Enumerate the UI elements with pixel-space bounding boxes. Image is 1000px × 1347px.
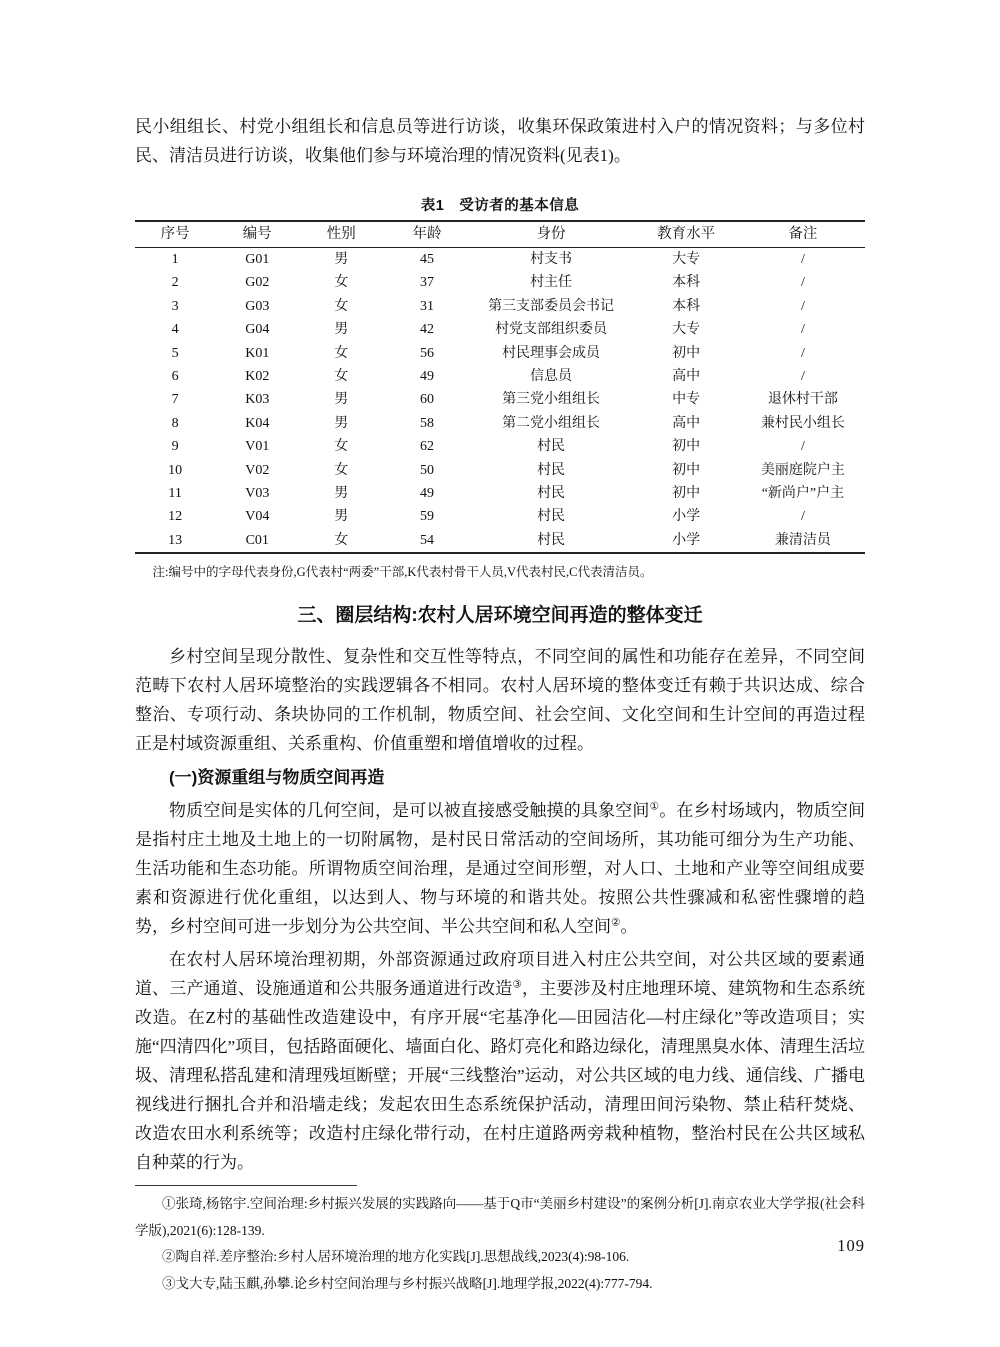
table-cell: 初中 — [672, 486, 701, 502]
table-cell: / — [800, 439, 805, 455]
table-header-row — [135, 221, 865, 248]
table-cell: 美丽庭院户主 — [760, 462, 845, 478]
table-cell: 6 — [171, 369, 179, 385]
table-cell: 3 — [171, 298, 179, 314]
paragraph-physical-space: 物质空间是实体的几何空间，是可以被直接感受触摸的具象空间①。在乡村场域内，物质空间是指村庄土地及土地上的一切附属物，是村民日常活动的空间场所，其功能可细分为生产功能、生活功能和生态功能。所谓物质空间治理，是通过空间形塑，对人口、土地和产业等空间组成要素和资源进行优化重组，以达到人、物与环境的和谐共处。按照公共性骤减和私密性骤增的趋势，乡村空间可进一步划分为公共空间、半公共空间和私人空间②。 — [135, 801, 866, 937]
table-cell: 男 — [334, 322, 349, 338]
page-content — [135, 0, 865, 1297]
table-cell: 初中 — [672, 462, 701, 478]
table-cell: 女 — [334, 298, 349, 314]
table-cell: K03 — [245, 392, 270, 408]
table-cell: 本科 — [672, 275, 701, 291]
table-cell: 第三支部委员会书记 — [488, 298, 615, 314]
table-cell: 45 — [419, 252, 434, 267]
table-row — [135, 505, 865, 528]
table-cell: 男 — [334, 415, 349, 431]
table-cell: 女 — [334, 275, 349, 291]
table-cell: G02 — [245, 275, 270, 291]
footnote-reference: ① — [649, 801, 660, 813]
col-header-remark: 备注 — [741, 221, 865, 248]
table-cell: 50 — [419, 462, 434, 478]
table-cell: 兼清洁员 — [774, 532, 831, 548]
intro-paragraph: 民小组组长、村党小组组长和信息员等进行访谈，收集环保政策进村入户的情况资料；与多位村民、清洁员进行访谈，收集他们参与环境治理的情况资料(见表1)。 — [135, 117, 865, 165]
table-cell: 村主任 — [530, 275, 573, 291]
table-cell: / — [800, 369, 805, 385]
table-row — [135, 435, 865, 458]
table-cell: V03 — [245, 486, 270, 502]
table-cell: K01 — [245, 345, 270, 361]
table-cell: 女 — [334, 439, 349, 455]
col-header-age: 年龄 — [383, 221, 471, 248]
table-cell: 第二党小组组长 — [502, 415, 601, 431]
table-cell: 37 — [419, 275, 434, 291]
table-cell: 村支书 — [530, 252, 573, 267]
table-cell: 大专 — [672, 252, 701, 267]
table-cell: 退休村干部 — [767, 392, 838, 408]
footnote-reference: ③ — [512, 979, 523, 991]
table-row — [135, 482, 865, 505]
table-cell: K04 — [245, 415, 270, 431]
table-cell: 11 — [168, 486, 182, 502]
page-number: 109 — [837, 1236, 865, 1255]
footnote-reference: ② — [611, 917, 621, 929]
footnote-item: ①张琦,杨铭宇.空间治理:乡村振兴发展的实践路向——基于Q市“美丽乡村建设”的案例分析[J].南京农业大学学报(社会科学版),2021(6):128-139. — [135, 1196, 865, 1238]
table-cell: 初中 — [672, 439, 701, 455]
table-cell: K02 — [245, 369, 270, 385]
table-cell: 1 — [171, 252, 179, 267]
table-cell: 村民理事会成员 — [502, 345, 601, 361]
table-row — [135, 248, 865, 272]
table-cell: 42 — [419, 322, 434, 338]
table-cell: V04 — [245, 509, 270, 525]
table-cell: / — [800, 322, 805, 338]
table-cell: “新尚户”户主 — [761, 486, 845, 502]
paragraph-section-overview: 乡村空间呈现分散性、复杂性和交互性等特点，不同空间的属性和功能存在差异，不同空间范畴下农村人居环境整治的实践逻辑各不相同。农村人居环境的整体变迁有赖于共识达成、综合整治、专项行动、条块协同的工作机制，物质空间、社会空间、文化空间和生计空间的再造过程正是村域资源重组、关系重构、价值重塑和增值增收的过程。 — [135, 647, 865, 754]
table-cell: 第三党小组组长 — [502, 392, 601, 408]
table-cell: 59 — [419, 509, 434, 525]
table-cell: 男 — [334, 486, 349, 502]
table-row — [135, 529, 865, 553]
table-cell: 男 — [334, 252, 349, 267]
col-header-seq: 序号 — [135, 221, 215, 248]
table-cell: 4 — [171, 322, 179, 338]
footnotes-list — [135, 1191, 865, 1297]
table-cell: 女 — [334, 369, 349, 385]
table-cell: G04 — [245, 322, 270, 338]
table-cell: 中专 — [672, 392, 701, 408]
col-header-identity: 身份 — [471, 221, 632, 248]
table-cell: 村民 — [537, 486, 566, 502]
table-row — [135, 342, 865, 365]
table-cell: V02 — [245, 462, 270, 478]
table-cell: 村民 — [537, 462, 566, 478]
table-cell: 高中 — [672, 415, 701, 431]
paragraph-governance-early-stage: 在农村人居环境治理初期，外部资源通过政府项目进入村庄公共空间，对公共区域的要素通道、三产通道、设施通道和公共服务通道进行改造③，主要涉及村庄地理环境、建筑物和生态系统改造。在Z村的基础性改造建设中，有序开展“宅基净化—田园洁化—村庄绿化”等改造项目；实施“四清四化”项目，包括路面硬化、墙面白化、路灯亮化和路边绿化，清理黑臭水体、清理生活垃圾、清理私搭乱建和清理残垣断壁；开展“三线整治”运动，对公共区域的电力线、通信线、广播电视线进行捆扎合并和沿墙走线；发起农田生态系统保护活动，清理田间污染物、禁止秸秆焚烧、改造农田水利系统等；改造村庄绿化带行动，在村庄道路两旁栽种植物，整治村民在公共区域私自种菜的行为。 — [135, 950, 866, 1173]
table-cell: 女 — [334, 532, 349, 548]
col-header-education: 教育水平 — [631, 221, 741, 248]
table-cell: C01 — [245, 532, 269, 548]
table-row — [135, 271, 865, 294]
table-cell: 12 — [168, 509, 183, 525]
table-cell: 49 — [419, 486, 434, 502]
table-cell: 初中 — [672, 345, 701, 361]
table-cell: 2 — [171, 275, 179, 291]
table-note: 注:编号中的字母代表身份,G代表村“两委”干部,K代表村骨干人员,V代表村民,C代表清洁员。 — [152, 565, 653, 580]
table-cell: 高中 — [672, 369, 701, 385]
table-row — [135, 365, 865, 388]
table-row — [135, 412, 865, 435]
table-cell: / — [800, 509, 805, 525]
table-title: 表1 受访者的基本信息 — [420, 198, 580, 214]
table-cell: / — [800, 252, 805, 267]
table-cell: 村民 — [537, 439, 566, 455]
table-cell: G03 — [245, 298, 270, 314]
table-cell: V01 — [245, 439, 270, 455]
table-row — [135, 318, 865, 341]
table-cell: 小学 — [672, 509, 701, 525]
footnote-separator — [135, 1185, 357, 1186]
table-cell: 7 — [171, 392, 179, 408]
table-cell: 60 — [419, 392, 434, 408]
table-cell: 兼村民小组长 — [760, 415, 845, 431]
table-cell: 小学 — [672, 532, 701, 548]
table-cell: G01 — [245, 252, 270, 267]
table-cell: 5 — [171, 345, 179, 361]
respondents-table — [135, 220, 865, 554]
table-cell: 村民 — [537, 532, 566, 548]
table-cell: 58 — [419, 415, 434, 431]
table-cell: 村民 — [537, 509, 566, 525]
table-row — [135, 459, 865, 482]
table-cell: 本科 — [672, 298, 701, 314]
table-cell: 女 — [334, 462, 349, 478]
table-cell: 男 — [334, 392, 349, 408]
table-cell: / — [800, 275, 805, 291]
col-header-code: 编号 — [215, 221, 299, 248]
table-row — [135, 388, 865, 411]
table-cell: / — [800, 298, 805, 314]
col-header-gender: 性别 — [299, 221, 383, 248]
table-cell: 信息员 — [530, 369, 573, 385]
table-body — [135, 248, 865, 554]
table-cell: 大专 — [672, 322, 701, 338]
table-row — [135, 295, 865, 318]
table-cell: 女 — [334, 345, 349, 361]
table-cell: 54 — [419, 532, 434, 548]
footnote-item: ②陶自祥.差序整治:乡村人居环境治理的地方化实践[J].思想战线,2023(4):98-106. — [162, 1249, 630, 1265]
table-cell: 56 — [419, 345, 434, 361]
table-cell: 9 — [171, 439, 179, 455]
subsection-heading: (一)资源重组与物质空间再造 — [169, 768, 385, 788]
footnote-item: ③戈大专,陆玉麒,孙攀.论乡村空间治理与乡村振兴战略[J].地理学报,2022(4):777-794. — [162, 1275, 653, 1291]
table-cell: 49 — [419, 369, 434, 385]
table-cell: 31 — [419, 298, 434, 314]
table-cell: 村党支部组织委员 — [495, 322, 608, 338]
table-cell: 8 — [171, 415, 179, 431]
section-heading: 三、圈层结构:农村人居环境空间再造的整体变迁 — [297, 605, 703, 627]
table-cell: 10 — [168, 462, 183, 478]
table-cell: 62 — [419, 439, 434, 455]
table-cell: 男 — [334, 509, 349, 525]
table-cell: 13 — [168, 532, 183, 548]
table-cell: / — [800, 345, 805, 361]
